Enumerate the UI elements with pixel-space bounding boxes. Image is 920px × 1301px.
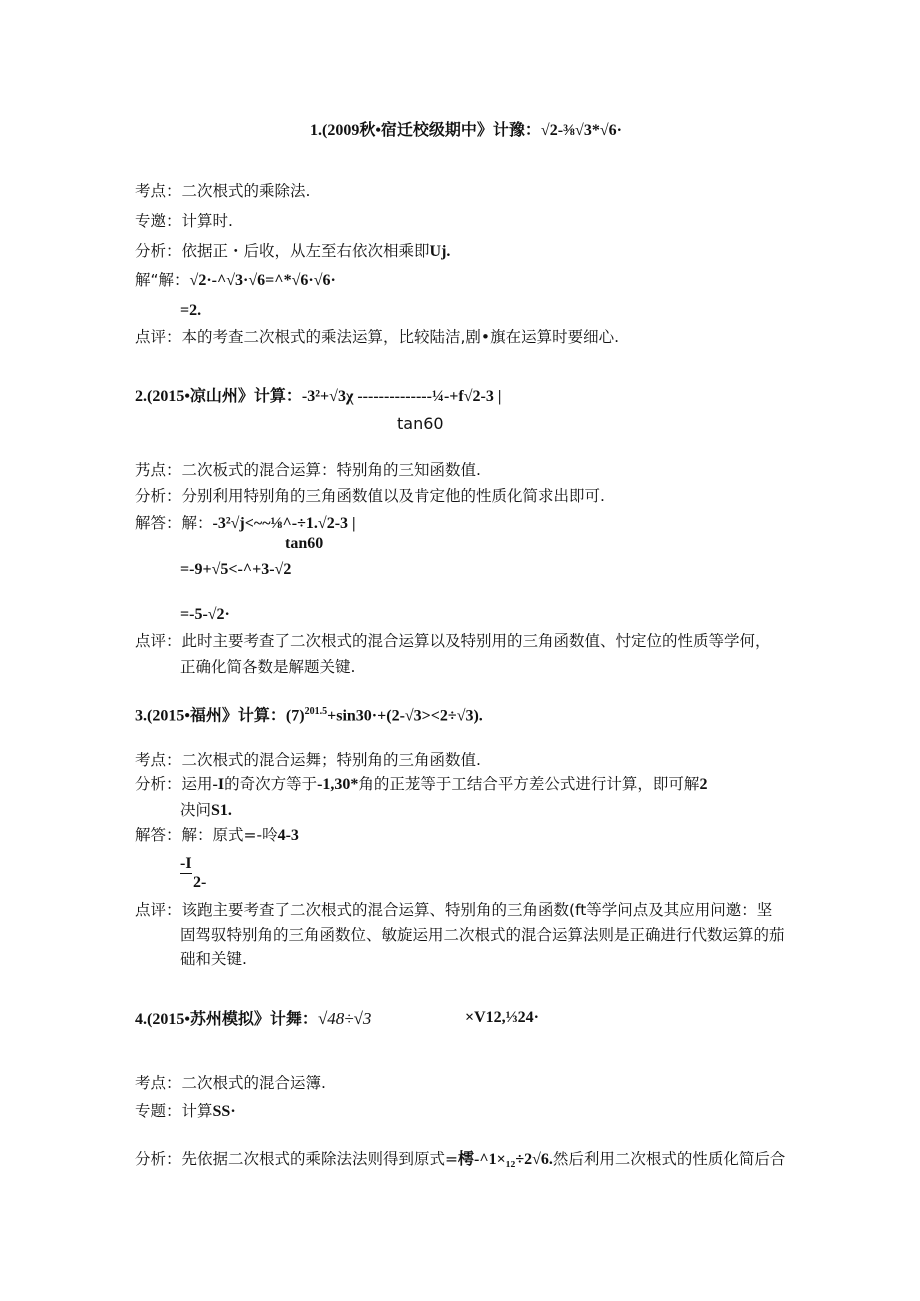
fenxi-tail: 然后利用二次根式的性质化简后合: [552, 1150, 786, 1168]
problem-1-kaodian: 考点：二次根式的乘除法.: [135, 182, 311, 200]
problem-3-dianping-2: 固驾驭特别角的三角函数位、敏旋运用二次根式的混合运算法则是正确进行代数运算的茄: [180, 926, 785, 944]
fenxi-text: 分析：依据正・后收，从左至右依次相乘即: [135, 242, 430, 260]
solution-label: 解“解：: [135, 271, 190, 289]
problem-3-fenxi-1: [135, 777, 707, 793]
problem-2-dianping-2: 正确化简各数是解题关键.: [180, 658, 356, 676]
fenxi-text-c: 角的正茏等于工结合平方差公式进行计算，即可解: [358, 775, 700, 793]
solution-label: 解答：解：原式=-呤: [135, 826, 278, 844]
zhuanti-bold: SS·: [212, 1103, 236, 1120]
problem-3-fenxi-2: [180, 803, 232, 819]
fenxi-text: 分析：先依据二次根式的乘除法法则得到原式=: [135, 1150, 458, 1168]
solution-expression: √2·-^√3·√6=^*√6·√6·: [189, 272, 336, 289]
problem-2-denominator-2: tan60: [285, 535, 324, 552]
fenxi-text-b: 的奇次方等于: [224, 775, 318, 793]
fenxi-expression: 樗-^1×₁₂÷2√6.: [458, 1151, 553, 1168]
question-end: +sin30·+(2-√3><2÷√3).: [327, 707, 483, 725]
problem-1-zhuanti: 专邀：计算时.: [135, 212, 233, 230]
problem-2-solution: [135, 516, 356, 532]
problem-1-question: 1.(2009秋•宿迁校级期中》计豫：√2-⅜√3*√6·: [310, 122, 622, 139]
question-expression: √48÷√3: [317, 1009, 372, 1028]
fenxi-bold-d: S1.: [211, 802, 232, 819]
problem-4-question-right: ×V12,⅓24·: [465, 1009, 540, 1026]
fraction-denominator: 2-: [193, 874, 207, 891]
question-start: 3.(2015•福州》计算：(7): [135, 707, 305, 725]
fenxi-tail: Uj.: [429, 243, 451, 260]
problem-1-dianping: 点评：本的考查二次根式的乘法运算，比较陆洁,剧•旗在运算时要细心.: [135, 328, 619, 346]
question-start: 4.(2015•苏州模拟》计舞：: [135, 1011, 318, 1028]
problem-4-kaodian: 考点：二次根式的混合运簿.: [135, 1074, 326, 1092]
problem-1-fenxi: [135, 244, 450, 260]
problem-2-kaodian: 艿点：二次板式的混合运算：特别角的三知函数值.: [135, 461, 481, 479]
solution-expression: -3²√j<~~⅛^-÷1.√2-3 |: [212, 515, 356, 532]
fenxi-bold-a: -I: [212, 776, 225, 793]
problem-2-step-2: =-9+√5<-^+3-√2: [180, 561, 292, 578]
problem-2-question: 2.(2015•凉山州》计算：-3²+√3χ --------------¼-+f√2-3 |: [135, 388, 502, 405]
solution-label: 解答：解：: [135, 514, 213, 532]
problem-2-fenxi: 分析：分别利用特别角的三角函数值以及肯定他的性质化简求出即可.: [135, 487, 605, 505]
problem-3-question: [135, 707, 483, 724]
problem-4-fenxi: [135, 1152, 785, 1168]
problem-3-dianping-1: 点评：该跑主要考查了二次根式的混合运算、特别角的三角函数(ft等学问点及其应用问邀：坚: [135, 901, 773, 919]
problem-2-denominator: tan60: [397, 414, 444, 433]
problem-4-question: [135, 1010, 371, 1028]
fenxi-text-d: 决问: [180, 801, 212, 819]
fenxi-bold-c: 2: [699, 776, 708, 793]
problem-2-step-3: =-5-√2·: [180, 606, 230, 623]
exponent: 201.5: [304, 706, 328, 717]
problem-1-result: =2.: [180, 302, 202, 319]
problem-3-solution: [135, 828, 299, 844]
problem-1-solution: [135, 273, 336, 289]
fenxi-text-a: 分析：运用: [135, 775, 213, 793]
problem-3-dianping-3: 础和关键.: [180, 950, 247, 968]
solution-expression: 4-3: [277, 827, 299, 844]
problem-3-kaodian: 考点：二次根式的混合运舞；特别角的三角函数值.: [135, 751, 481, 769]
fenxi-bold-b: -1,30*: [317, 776, 359, 793]
problem-2-dianping-1: 点评：此时主要考查了二次根式的混合运算以及特别用的三角函数值、忖定位的性质等学何，: [135, 632, 771, 650]
fraction-numerator: -I: [180, 855, 192, 872]
zhuanti-text: 专题：计算: [135, 1102, 213, 1120]
problem-4-zhuanti: [135, 1104, 236, 1120]
